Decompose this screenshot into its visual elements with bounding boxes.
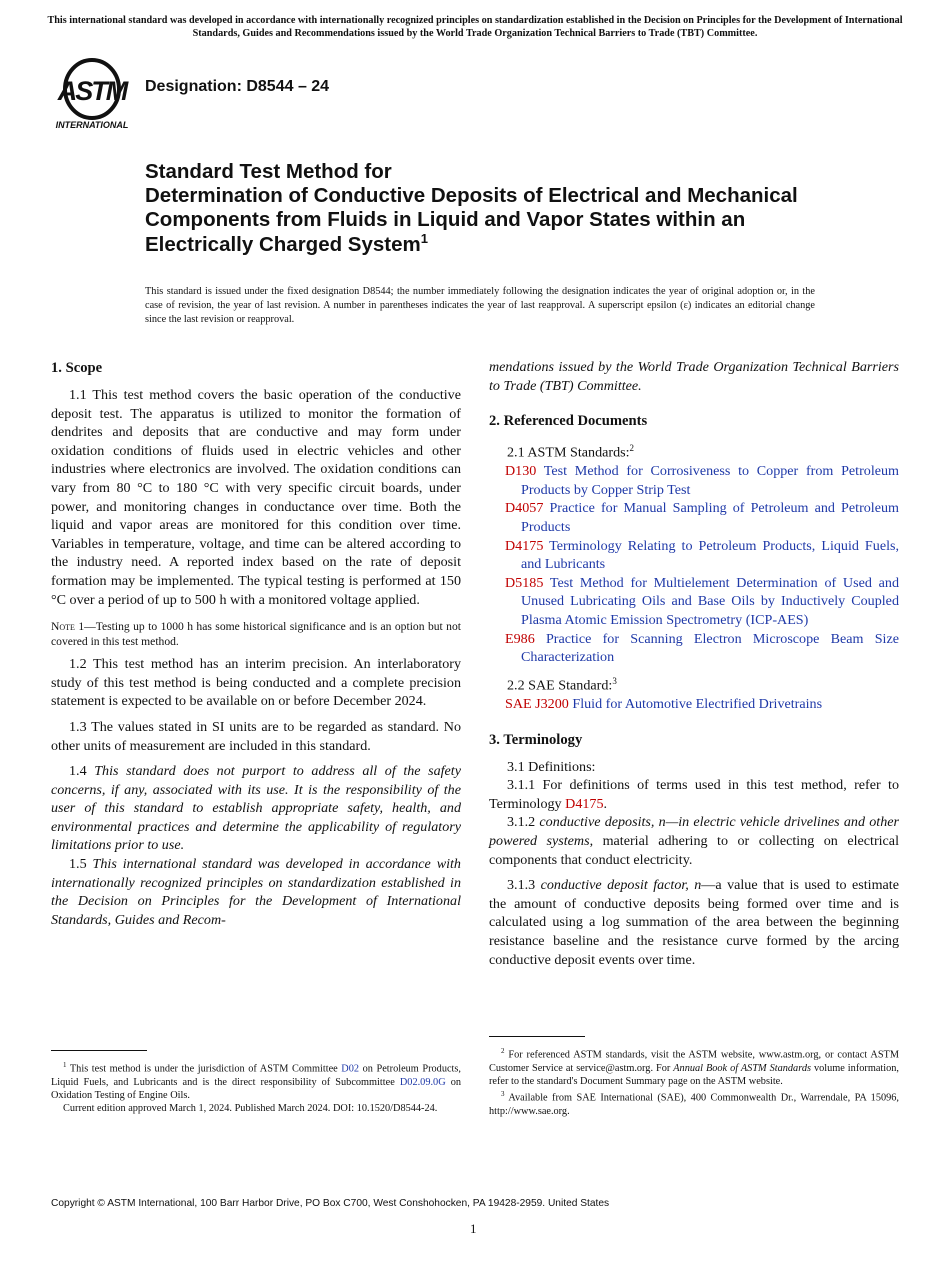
- reference-code-link[interactable]: SAE J3200: [505, 696, 569, 713]
- fn1-mark: 1: [63, 1061, 67, 1069]
- sae-footnote-mark: 3: [612, 675, 617, 686]
- para-3-1-3-num: 3.1.3: [507, 877, 536, 894]
- sae-standard-label: [489, 672, 899, 695]
- left-column: [51, 358, 461, 929]
- scope-heading: 1. Scope: [51, 360, 103, 376]
- reference-title-link[interactable]: Test Method for Multielement Determination of Used and Unused Lubricating Oils and Base Oils by Inductively Coupled Plasma Atomic Emission Spectrometry (ICP-AES): [521, 574, 899, 629]
- sae-reference-item: [489, 695, 899, 714]
- reference-code-link[interactable]: D130: [505, 463, 537, 480]
- para-1-1: 1.1 This test method covers the basic operation of the conductive deposit test. The apparatus is utilized to monitor the formation of dendrites and deposits that are conductive and may form under oxidation conditions of fluids used in electric vehicles and other industries where electronics are involved. The oxidation conditions can vary from 80 °C to 180 °C with very specific circuit boards, under power, and monitoring changes in conductance over time. Both the liquid and vapor areas are monitored for this condition over time. Variables in temperature, voltage, and time can be altered according to the industry need. A reported index based on the rate of deposit formation may be implemented. The typical testing is performed at 150 °C over a period of up to 500 h with a monitored voltage applied.: [51, 387, 461, 608]
- designation: [145, 78, 329, 96]
- title-line-1: Standard Test Method for: [145, 160, 392, 183]
- para-3-1-2-num: 3.1.2: [507, 814, 536, 831]
- fn2-mark: 2: [501, 1047, 505, 1055]
- issued-note: This standard is issued under the fixed designation D8544; the number immediately following the designation indicates the year of original adoption or, in the case of revision, the year of last revision. A number in parentheses indicates the year of last reapproval. A superscript epsilon (ε) indicates an editorial change since the last revision or reapproval.: [145, 286, 815, 325]
- fn1-text-c: on Oxidation Testing of Engine Oils.: [51, 1076, 462, 1101]
- reference-code-link[interactable]: D5185: [505, 574, 544, 591]
- astm-reference-item: [489, 574, 899, 630]
- page-number: 1: [470, 1221, 477, 1236]
- referenced-heading: 2. Referenced Documents: [489, 413, 648, 429]
- astm-reference-item: [489, 462, 899, 499]
- para-3-1-1: 3.1.1 For definitions of terms used in this test method, refer to Terminology D4175.: [489, 777, 899, 812]
- para-3-1-1-text: 3.1.1 For definitions of terms used in this test method, refer to Terminology: [489, 777, 899, 812]
- title-footnote-mark: 1: [420, 230, 428, 246]
- astm-reference-item: [489, 537, 899, 574]
- reference-title-link[interactable]: Practice for Scanning Electron Microscope Beam Size Characterization: [521, 630, 899, 666]
- para-3-1-3: [489, 876, 899, 969]
- para-1-4: [51, 762, 461, 855]
- footnote-2: [489, 1045, 899, 1088]
- reference-title-link[interactable]: Fluid for Automotive Electrified Drivetrains: [568, 696, 823, 713]
- sae-label-text: 2.2 SAE Standard:: [507, 677, 613, 694]
- para-3-1-3-term: conductive deposit factor, n: [540, 877, 702, 894]
- astm-logo: [52, 56, 136, 132]
- sae-reference-list: [489, 695, 899, 714]
- para-1-5-tail: mendations issued by the World Trade Organization Technical Barriers to Trade (TBT) Committee.: [489, 359, 899, 394]
- note-1: [51, 619, 461, 649]
- document-title: [145, 160, 845, 257]
- reference-title-link[interactable]: Terminology Relating to Petroleum Products, Liquid Fuels, and Lubricants: [521, 537, 899, 573]
- footnote-rule-left: [51, 1050, 147, 1051]
- footnote-3: [489, 1088, 899, 1118]
- fn1-text-a: This test method is under the jurisdiction of ASTM Committee: [69, 1063, 338, 1075]
- footnote-1: [51, 1059, 461, 1115]
- reference-code-link[interactable]: D4057: [505, 500, 544, 517]
- astm-reference-list: [489, 462, 899, 667]
- para-3-1: 3.1 Definitions:: [507, 758, 596, 775]
- footnotes-right: [489, 1036, 899, 1118]
- copyright: Copyright © ASTM International, 100 Barr Harbor Drive, PO Box C700, West Conshohocken, PA 19428-2959. United States: [51, 1198, 610, 1209]
- reference-code-link[interactable]: E986: [505, 630, 535, 647]
- para-1-5-num: 1.5: [69, 856, 87, 873]
- astm-standards-label: [489, 439, 899, 462]
- terminology-heading: 3. Terminology: [489, 731, 583, 748]
- para-1-5-continued-text: [489, 358, 899, 395]
- footnotes-left: [51, 1050, 461, 1115]
- astm-reference-item: [489, 630, 899, 667]
- fn2-text-b: volume information, refer to the standard's Document Summary page on the ASTM website.: [489, 1062, 899, 1087]
- title-main: Determination of Conductive Deposits of Electrical and Mechanical Components from Fluids in Liquid and Vapor States within an Electrically Charged System: [145, 184, 798, 256]
- para-1-5-text: This international standard was developed in accordance with internationally recognized principles on standardization established in the Decision on Principles for the Development of International Standards, Guides and Recom-: [51, 856, 461, 928]
- logo-subtext: INTERNATIONAL: [55, 120, 129, 130]
- para-1-2: 1.2 This test method has an interim precision. An interlaboratory study of this test method is being conducted and a complete precision statement is expected to be available on or before December 2024.: [51, 656, 461, 710]
- reference-title-link[interactable]: Test Method for Corrosiveness to Copper from Petroleum Products by Copper Strip Test: [521, 463, 899, 498]
- link-d02[interactable]: D02: [341, 1063, 360, 1075]
- fn2-text-a: For referenced ASTM standards, visit the ASTM website, www.astm.org, or contact ASTM Customer Service at service@astm.org. For: [489, 1049, 900, 1074]
- para-1-5: [51, 855, 461, 929]
- link-d02-09-0g[interactable]: D02.09.0G: [399, 1076, 446, 1088]
- designation-label: Designation:: [145, 78, 242, 95]
- reference-title-link[interactable]: Practice for Manual Sampling of Petroleum and Petroleum Products: [521, 500, 899, 536]
- note-1-label: Note 1: [51, 620, 85, 634]
- link-d4175[interactable]: D4175: [565, 795, 604, 812]
- astm-logo-icon: [52, 56, 136, 132]
- astm-label-text: 2.1 ASTM Standards:: [507, 444, 630, 461]
- title-line-2: [145, 184, 845, 257]
- fn1-text-b: on Petroleum Products, Liquid Fuels, and Lubricants and is the direct responsibility of Subcommittee: [51, 1063, 461, 1088]
- note-1-text: —Testing up to 1000 h has some historical significance and is an option but not covered in this test method.: [51, 620, 461, 649]
- logo-text: ASTM: [57, 76, 127, 106]
- para-3-1-3-def: —a value that is used to estimate the amount of conductive deposits being formed over time and is calculated using a log summation of the area between the beginning resistance baseline and the resistance curve formed by the arcing conductive deposit events over time.: [489, 877, 899, 968]
- fn1-edition: Current edition approved March 1, 2024. Published March 2024. DOI: 10.1520/D8544-24.: [63, 1103, 438, 1115]
- footnote-rule-right: [489, 1036, 585, 1037]
- para-1-4-text: This standard does not purport to address all of the safety concerns, if any, associated with its use. It is the responsibility of the user of this standard to establish appropriate safety, health, and environmental practices and determine the applicability of regulatory limitations prior to use.: [51, 763, 461, 854]
- para-1-5-continuation: [489, 358, 899, 395]
- designation-number: D8544 – 24: [246, 78, 330, 95]
- astm-reference-item: [489, 499, 899, 536]
- para-1-3: 1.3 The values stated in SI units are to be regarded as standard. No other units of measurement are included in this standard.: [51, 718, 461, 754]
- para-1-4-num: 1.4: [69, 763, 87, 780]
- para-3-1-2-def: , material adhering to or collecting on electrical components that conduct electricity.: [489, 833, 899, 868]
- astm-footnote-mark: 2: [629, 443, 635, 453]
- fn3-text: Available from SAE International (SAE), 400 Commonwealth Dr., Warrendale, PA 15096, http://www.sae.org.: [489, 1092, 899, 1117]
- reference-code-link[interactable]: D4175: [505, 537, 544, 554]
- top-notice: This international standard was developed in accordance with internationally recognized principles on standardization established in the Decision on Principles for the Development of International Standards, Guides and Recommendations issued by the World Trade Organization Technical Barriers to Trade (TBT) Committee.: [47, 15, 903, 39]
- fn2-italic: Annual Book of ASTM Standards: [673, 1062, 811, 1074]
- para-3-1-2-term: conductive deposits, n—in electric vehicle drivelines and other powered systems: [489, 814, 899, 850]
- fn3-mark: 3: [501, 1090, 505, 1099]
- para-3-1-2: [489, 813, 899, 869]
- right-column-body: [489, 411, 899, 969]
